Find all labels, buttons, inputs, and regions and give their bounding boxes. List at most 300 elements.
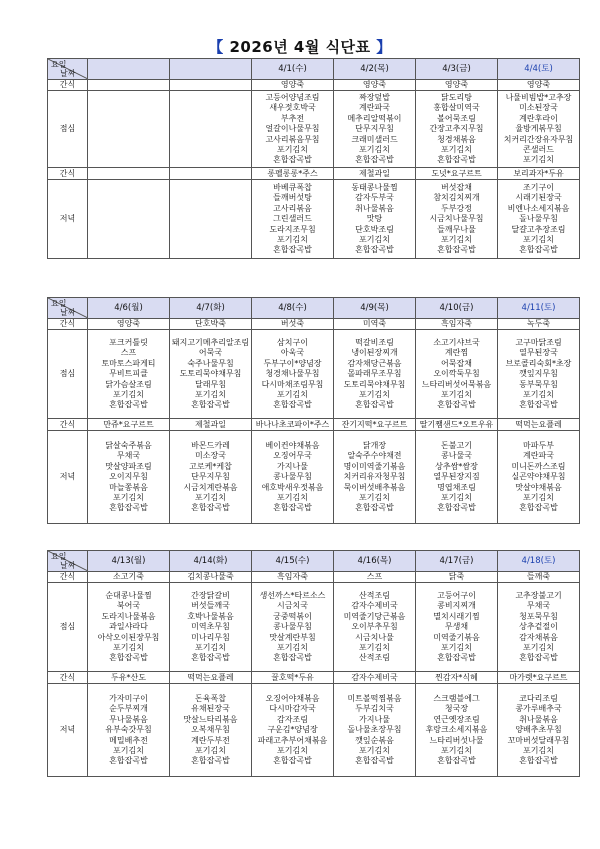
menu-item: 혼합잡곡밥 [437,756,476,766]
menu-item: 브로콜리숙회*초장 [505,358,572,368]
menu-item: 혼합잡곡밥 [519,245,558,255]
menu-item: 감자채당근볶음 [347,358,402,368]
menu-item: 도토리묵야채무침 [179,369,242,379]
lunch-row-cell [170,330,252,419]
date-cell: 4/8(수) [252,298,334,319]
menu-item: 오복채무침 [191,725,230,735]
lunch-row-cell [88,91,170,168]
lunch-row-label: 점심 [48,330,88,419]
menu-item: 혼합잡곡밥 [355,503,394,513]
menu-item: 고등어구이 [437,591,476,601]
morning-snack-row [48,319,580,330]
menu-item: 다시마감자국 [269,704,316,714]
menu-item: 취나물볶음 [355,203,394,213]
menu-item: 돈육폭찹 [195,694,226,704]
menu-item: 어묵국 [198,348,223,358]
menu-item: 스프 [120,348,137,358]
menu-item: 도라지나물볶음 [101,611,156,621]
afternoon-snack-row [48,672,580,684]
menu-item: 포기김치 [113,389,144,399]
menu-item: 오징어야채볶음 [265,694,320,704]
menu-item: 미트볼떡찜볶음 [347,694,402,704]
date-cell: 4/18(토) [498,551,580,572]
menu-item: 미소된장국 [519,103,558,113]
menu-item: 꼬마버섯달래무침 [507,735,570,745]
menu-item: 시금치나물무침 [429,214,484,224]
menu-item: 동태콩나물찜 [351,183,398,193]
menu-item: 혼합잡곡밥 [109,400,148,410]
menu-item: 계란후라이 [519,113,558,123]
menu-item: 율방게볶무침 [515,124,562,134]
menu-item: 두부강정 [441,203,472,213]
menu-item: 고사리볶음무침 [265,134,320,144]
menu-item: 연근옛장조림 [433,714,480,724]
dinner-row-cell [252,684,334,777]
dinner-row [48,180,580,259]
menu-item: 소고기샤브국 [433,338,480,348]
dinner-row-cell [416,431,498,524]
menu-item: 포기김치 [523,492,554,502]
menu-item: 포기김치 [277,745,308,755]
afternoon-snack-row-cell: 도넛*요구르트 [416,168,498,180]
menu-item: 포기김치 [441,144,472,154]
lunch-row-cell [416,91,498,168]
menu-item: 가자미구이 [109,694,148,704]
corner-cell [48,298,88,319]
afternoon-snack-row-cell: 딸기쨈샌드*오트우유 [416,419,498,431]
afternoon-snack-row-cell: 감자수제비국 [334,672,416,684]
morning-snack-row-cell: 흑임자죽 [252,572,334,583]
dinner-row-cell [498,180,580,259]
menu-item: 삼치구이 [277,338,308,348]
menu-item: 다시마채조림무침 [261,379,324,389]
menu-item: 오징어무국 [273,451,312,461]
menu-item: 계란두부전 [191,735,230,745]
lunch-row-cell [170,91,252,168]
menu-item: 과일샤라다 [109,622,148,632]
menu-item: 포기김치 [441,389,472,399]
lunch-row-cell [498,91,580,168]
morning-snack-row-cell: 영양죽 [498,80,580,91]
menu-item: 포기김치 [113,642,144,652]
menu-item: 들깨무나물 [437,224,476,234]
menu-item: 숙주나물무침 [187,358,234,368]
dinner-row-label: 저녁 [48,684,88,777]
menu-item: 구운김*양념장 [267,725,318,735]
week-table [47,550,580,777]
dinner-row-cell [88,431,170,524]
menu-item: 명엽채조림 [437,482,476,492]
menu-item: 혼합잡곡밥 [273,155,312,165]
menu-item: 오이지무침 [109,472,148,482]
menu-item: 두부김치국 [355,704,394,714]
menu-item: 호박나물볶음 [187,611,234,621]
morning-snack-row-cell: 닭죽 [416,572,498,583]
dinner-row-cell [170,180,252,259]
menu-item: 순두부찌개 [109,704,148,714]
afternoon-snack-row-cell: 떡먹는요플레 [498,419,580,431]
date-cell: 4/4(토) [498,59,580,80]
menu-item: 혼합잡곡밥 [191,653,230,663]
afternoon-snack-row-cell: 두유*산도 [88,672,170,684]
menu-item: 파래고추부어채볶음 [257,735,328,745]
menu-item: 코다리조림 [519,694,558,704]
menu-item: 산적조림 [359,591,390,601]
menu-item: 포크커틀릿 [109,338,148,348]
menu-item: 맛살느타리볶음 [183,714,238,724]
morning-snack-row-cell [88,80,170,91]
menu-item: 베이컨야채볶음 [265,441,320,451]
dinner-row [48,684,580,777]
menu-item: 무채국 [526,601,551,611]
corner-cell [48,551,88,572]
menu-item: 버섯들깨국 [191,601,230,611]
lunch-row [48,91,580,168]
date-cell: 4/3(금) [416,59,498,80]
corner-date-label: 날짜 [60,69,76,78]
menu-item: 닭개장 [362,441,387,451]
corner-day-label: 요일 [51,552,67,561]
menu-item: 혼합잡곡밥 [273,756,312,766]
date-header-row [48,551,580,572]
morning-snack-row-cell: 영양죽 [88,319,170,330]
menu-item: 포기김치 [359,389,390,399]
menu-item: 혼합잡곡밥 [519,756,558,766]
menu-item: 포기김치 [277,492,308,502]
menu-item: 무비트피클 [109,369,148,379]
corner-date-label: 날짜 [60,561,76,570]
menu-item: 멸치시래기찜 [433,611,480,621]
lunch-row-cell [252,583,334,672]
menu-item: 혼합잡곡밥 [355,155,394,165]
lunch-row-cell [416,583,498,672]
menu-item: 감자채볶음 [519,632,558,642]
menu-item: 메추리알떡볶이 [347,113,402,123]
corner-day-label: 요일 [51,299,67,308]
menu-item: 가지나물 [359,714,390,724]
menu-item: 혼합잡곡밥 [519,503,558,513]
lunch-row-cell [252,330,334,419]
page-title [0,36,600,57]
menu-item: 포기김치 [523,745,554,755]
menu-item: 궁중떡볶이 [273,611,312,621]
menu-item: 혼합잡곡밥 [273,653,312,663]
menu-item: 돈불고기 [441,441,472,451]
menu-item: 어묵잡채 [441,358,472,368]
menu-item: 고로케*케찹 [189,461,232,471]
morning-snack-row-cell: 들깨죽 [498,572,580,583]
date-cell: 4/11(토) [498,298,580,319]
lunch-row-cell [334,91,416,168]
menu-item: 짜장덮밥 [359,93,390,103]
morning-snack-row-cell: 영양죽 [252,80,334,91]
menu-item: 혼합잡곡밥 [109,503,148,513]
lunch-row-label: 점심 [48,91,88,168]
menu-item: 혼합잡곡밥 [355,756,394,766]
menu-item: 양배추초무침 [515,725,562,735]
menu-item: 북어국 [116,601,141,611]
menu-item: 포기김치 [441,642,472,652]
afternoon-snack-row-label: 간식 [48,168,88,180]
menu-item: 포기김치 [359,642,390,652]
menu-item: 치커리간장유자무침 [503,134,574,144]
menu-item: 도라지조무침 [269,224,316,234]
menu-item: 포기김치 [195,389,226,399]
menu-item: 혼합잡곡밥 [191,400,230,410]
menu-item: 혼합잡곡밥 [437,400,476,410]
menu-item: 감자수제비국 [351,601,398,611]
menu-item: 계란파국 [523,451,554,461]
morning-snack-row [48,572,580,583]
menu-item: 고등어양념조림 [265,93,320,103]
menu-item: 포기김치 [441,234,472,244]
menu-item: 시금치국 [277,601,308,611]
date-cell [88,59,170,80]
menu-item: 혼합잡곡밥 [519,400,558,410]
menu-item: 계란파국 [359,103,390,113]
menu-item: 고사리볶음 [273,203,312,213]
dinner-row-label: 저녁 [48,431,88,524]
date-header-row [48,59,580,80]
menu-item: 느타리버섯어묵볶음 [421,379,492,389]
menu-item: 조기구이 [523,183,554,193]
menu-item: 닭가슴살조림 [105,379,152,389]
menu-item: 맛살양파조림 [105,461,152,471]
menu-item: 취나물볶음 [519,714,558,724]
menu-item: 크래미샐러드 [351,134,398,144]
menu-item: 유채된장국 [191,704,230,714]
menu-item: 콩나물무침 [273,472,312,482]
menu-item: 열무된장국 [519,348,558,358]
dinner-row-cell [170,684,252,777]
title-bracket-open: 【 [208,38,224,56]
afternoon-snack-row-cell: 제철과일 [170,419,252,431]
menu-item: 포기김치 [277,389,308,399]
menu-item: 포기김치 [523,155,554,165]
morning-snack-row-cell: 녹두죽 [498,319,580,330]
menu-item: 포기김치 [441,745,472,755]
menu-item: 미소장국 [195,451,226,461]
afternoon-snack-row-cell: 잔기지떡*요구르트 [334,419,416,431]
title-bracket-close: 】 [376,38,392,56]
lunch-row [48,330,580,419]
menu-item: 부추전 [280,113,305,123]
afternoon-snack-row-cell: 제철과일 [334,168,416,180]
menu-item: 포기김치 [359,144,390,154]
date-cell: 4/6(월) [88,298,170,319]
menu-item: 맛탕 [366,214,383,224]
menu-item: 콩나물무침 [273,622,312,632]
menu-item: 혼합잡곡밥 [355,245,394,255]
menu-item: 몰파래무조무침 [347,369,402,379]
menu-item: 시래기된장국 [515,193,562,203]
menu-item: 미역초무침 [191,622,230,632]
lunch-row-label: 점심 [48,583,88,672]
menu-item: 미니돈까스조림 [511,461,566,471]
menu-item: 깻잎순볶음 [355,735,394,745]
menu-item: 혼합잡곡밥 [519,653,558,663]
menu-item: 후랑크소세지볶음 [425,725,488,735]
menu-item: 포기김치 [359,492,390,502]
menu-item: 볼어묵조림 [437,113,476,123]
morning-snack-row-cell: 스프 [334,572,416,583]
menu-item: 포기김치 [195,642,226,652]
menu-item: 참치김치찌개 [433,193,480,203]
menu-item: 포기김치 [359,745,390,755]
menu-item: 혼합잡곡밥 [437,245,476,255]
afternoon-snack-row-cell: 만쥬*요구르트 [88,419,170,431]
dinner-row-cell [334,431,416,524]
afternoon-snack-row-cell [170,168,252,180]
menu-item: 청국장 [444,704,469,714]
dinner-row-label: 저녁 [48,180,88,259]
menu-item: 무생채 [444,622,469,632]
menu-item: 미역줄기볶음 [433,632,480,642]
menu-item: 혼합잡곡밥 [273,245,312,255]
menu-item: 콩비지찌개 [437,601,476,611]
menu-item: 새우젓호박국 [269,103,316,113]
afternoon-snack-row-cell: 꿀호떡*두유 [252,672,334,684]
lunch-row-cell [334,583,416,672]
menu-item: 포기김치 [195,745,226,755]
menu-item: 고추장불고기 [515,591,562,601]
menu-item: 고구마닭조림 [515,338,562,348]
dinner-row-cell [252,180,334,259]
date-cell: 4/10(금) [416,298,498,319]
menu-item: 스크램블에그 [433,694,480,704]
lunch-row-cell [170,583,252,672]
menu-item: 콘샐러드 [523,144,554,154]
menu-item: 무나물볶음 [109,714,148,724]
menu-item: 돼지고기메추리알조림 [171,338,250,348]
menu-item: 무채국 [116,451,141,461]
menu-item: 포기김치 [277,642,308,652]
afternoon-snack-row-cell: 롱펠롱롱*주스 [252,168,334,180]
dinner-row-cell [170,431,252,524]
menu-item: 닭도리탕 [441,93,472,103]
menu-item: 단무지무침 [191,472,230,482]
morning-snack-row-label: 간식 [48,80,88,91]
menu-item: 간장고추지무침 [429,124,484,134]
dinner-row-cell [88,180,170,259]
menu-item: 포기김치 [523,234,554,244]
date-cell: 4/9(목) [334,298,416,319]
menu-item: 들깨버섯탕 [273,193,312,203]
menu-item: 느타리버섯나물 [429,735,484,745]
menu-item: 콩가루배추국 [515,704,562,714]
menu-item: 간장닭갈비 [191,591,230,601]
afternoon-snack-row-cell [88,168,170,180]
menu-item: 달래무침 [195,379,226,389]
menu-item: 두부구이*양념장 [263,358,322,368]
menu-item: 감자두부국 [355,193,394,203]
menu-item: 시금치나물 [355,632,394,642]
menu-item: 혼합잡곡밥 [191,503,230,513]
menu-item: 동부묵무침 [519,379,558,389]
dinner-row-cell [334,180,416,259]
dinner-row-cell [252,431,334,524]
menu-item: 가지나물 [277,461,308,471]
lunch-row-cell [498,583,580,672]
menu-item: 맛살야채볶음 [515,482,562,492]
menu-item: 실곤약야채무침 [511,472,566,482]
menu-item: 열무된장지짐 [433,472,480,482]
menu-item: 닭살숙주볶음 [105,441,152,451]
menu-item: 명이미역줄기볶음 [343,461,406,471]
dinner-row-cell [498,431,580,524]
date-header-row [48,298,580,319]
menu-item: 포기김치 [195,492,226,502]
menu-item: 혼합잡곡밥 [437,155,476,165]
dinner-row-cell [416,684,498,777]
menu-item: 유부숙갓무침 [105,725,152,735]
menu-item: 치커리유자청무침 [343,472,406,482]
menu-item: 청경채볶음 [437,134,476,144]
morning-snack-row-cell: 영양죽 [416,80,498,91]
dinner-row-cell [498,684,580,777]
lunch-row-cell [416,330,498,419]
menu-item: 콩나물국 [441,451,472,461]
lunch-row-cell [88,583,170,672]
menu-item: 포기김치 [441,492,472,502]
lunch-row [48,583,580,672]
menu-item: 포기김치 [277,144,308,154]
date-cell: 4/2(목) [334,59,416,80]
menu-item: 미역줄기당근볶음 [343,611,406,621]
menu-item: 혼합잡곡밥 [273,503,312,513]
menu-item: 마늘쫑볶음 [109,482,148,492]
afternoon-snack-row-label: 간식 [48,672,88,684]
menu-item: 혼합잡곡밥 [191,756,230,766]
date-cell [170,59,252,80]
lunch-row-cell [252,91,334,168]
corner-day-label: 요일 [51,60,67,69]
morning-snack-row-label: 간식 [48,572,88,583]
afternoon-snack-row-cell: 떡먹는요플레 [170,672,252,684]
menu-item: 홍합살미역국 [433,103,480,113]
afternoon-snack-row-cell: 마가렛*요구르트 [498,672,580,684]
menu-item: 순대콩나물찜 [105,591,152,601]
morning-snack-row-cell: 영양죽 [334,80,416,91]
menu-item: 시금치계란볶음 [183,482,238,492]
morning-snack-row-cell: 흑임자죽 [416,319,498,330]
menu-item: 혼합잡곡밥 [109,653,148,663]
menu-item: 포기김치 [277,234,308,244]
dinner-row-cell [88,684,170,777]
menu-item: 청경채나물무침 [265,369,320,379]
menu-item: 오이깍둑무침 [433,369,480,379]
week-table [47,58,580,259]
morning-snack-row-cell: 버섯죽 [252,319,334,330]
date-cell: 4/17(금) [416,551,498,572]
menu-item: 감자조림 [277,714,308,724]
morning-snack-row-cell: 김치콩나물죽 [170,572,252,583]
menu-item: 도토리묵야채무침 [343,379,406,389]
menu-item: 버섯잡채 [441,183,472,193]
menu-item: 바베큐폭찹 [273,183,312,193]
menu-item: 혼합잡곡밥 [437,503,476,513]
corner-cell [48,59,88,80]
date-cell: 4/1(수) [252,59,334,80]
menu-item: 청포묵무침 [519,611,558,621]
date-cell: 4/16(목) [334,551,416,572]
menu-item: 산적조림 [359,653,390,663]
menu-item: 미나리무침 [191,632,230,642]
dinner-row-cell [416,180,498,259]
menu-item: 포기김치 [523,389,554,399]
lunch-row-cell [88,330,170,419]
menu-item: 비엔나소세지볶음 [507,203,570,213]
